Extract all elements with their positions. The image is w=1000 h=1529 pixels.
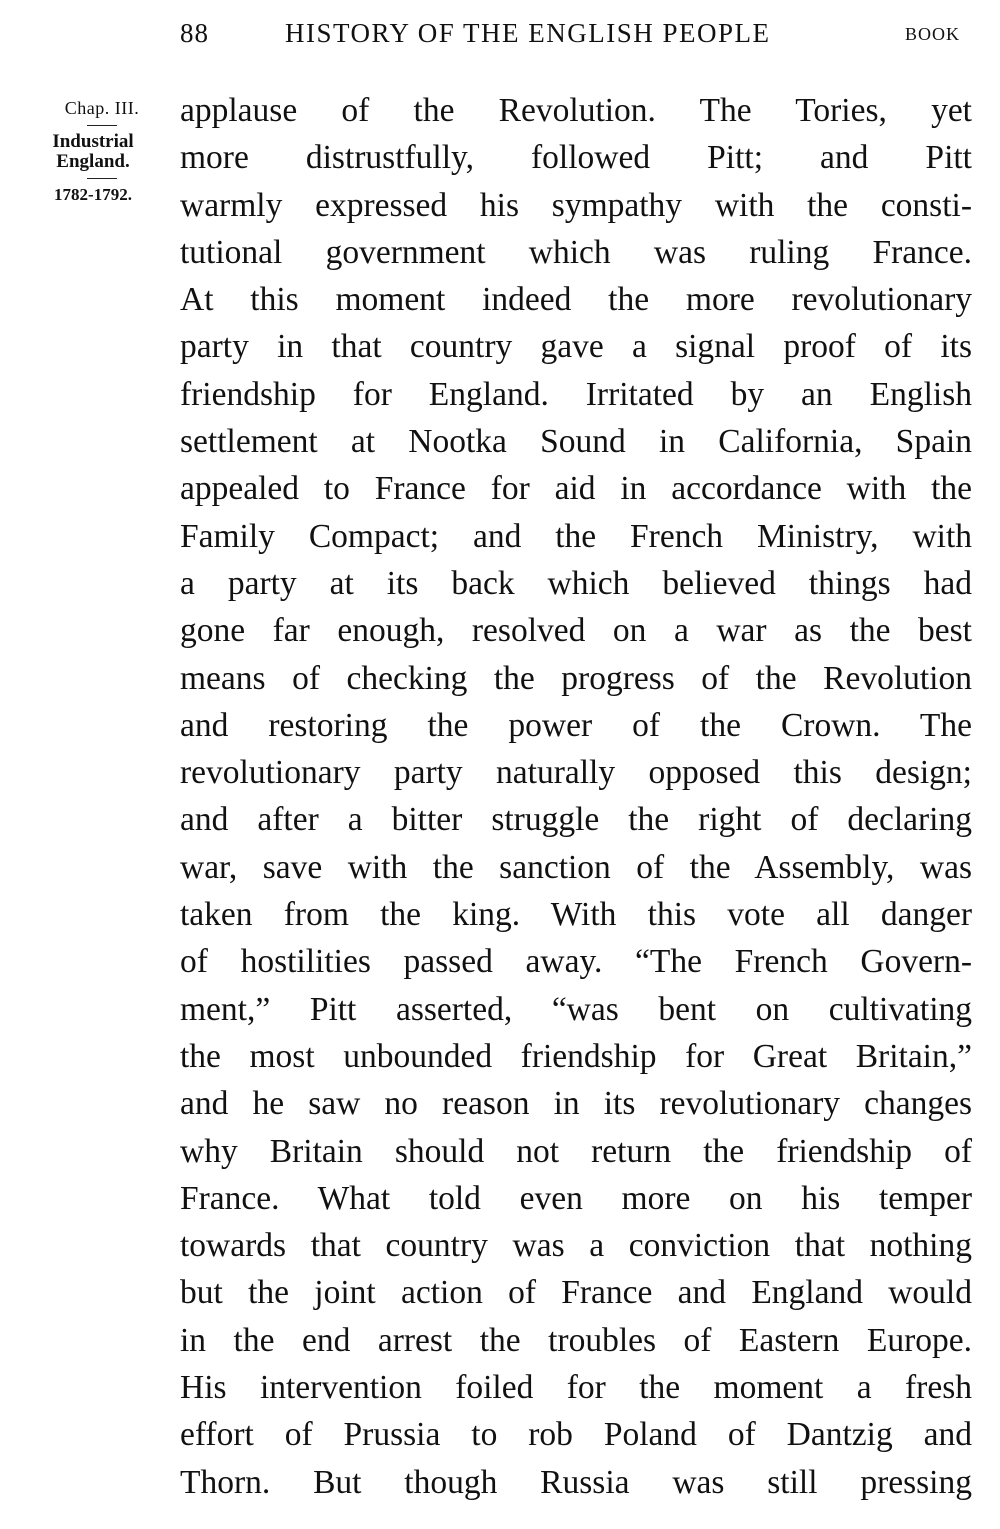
text-line: party in that country gave a signal proof of its bbox=[180, 328, 972, 366]
body-text bbox=[180, 87, 972, 1506]
text-line: but the joint action of France and England would bbox=[180, 1274, 972, 1312]
text-line: more distrustfully, followed Pitt; and Pitt bbox=[180, 139, 972, 177]
text-line: applause of the Revolution. The Tories, yet bbox=[180, 92, 972, 129]
margin-topic-line2: England. bbox=[56, 151, 130, 172]
margin-topic-line1: Industrial bbox=[52, 131, 134, 152]
text-line: warmly expressed his sympathy with the consti- bbox=[180, 186, 972, 224]
book-label: BOOK bbox=[905, 24, 961, 44]
text-line: why Britain should not return the friendship of bbox=[180, 1132, 972, 1170]
text-line: in the end arrest the troubles of Eastern Europe. bbox=[180, 1321, 972, 1359]
chapter-label: Chap. III. bbox=[64, 98, 140, 118]
page-header bbox=[0, 18, 1000, 58]
margin-rule bbox=[87, 125, 117, 126]
text-line: and restoring the power of the Crown. The bbox=[180, 706, 972, 744]
text-line: and he saw no reason in its revolutionary changes bbox=[180, 1085, 972, 1123]
text-line: war, save with the sanction of the Assembly, was bbox=[180, 848, 972, 886]
text-line: settlement at Nootka Sound in California, Spain bbox=[180, 423, 972, 461]
text-line: gone far enough, resolved on a war as the best bbox=[180, 612, 972, 650]
margin-dates: 1782-1792. bbox=[54, 185, 132, 204]
text-line: tutional government which was ruling France. bbox=[180, 233, 972, 271]
text-line: means of checking the progress of the Revolution bbox=[180, 659, 972, 697]
margin-rule bbox=[87, 178, 117, 179]
text-line: of hostilities passed away. “The French Govern- bbox=[180, 943, 972, 981]
text-line: Thorn. But though Russia was still pressing bbox=[180, 1463, 972, 1501]
text-line: effort of Prussia to rob Poland of Dantzig and bbox=[180, 1416, 972, 1454]
text-line: the most unbounded friendship for Great Britain,” bbox=[180, 1037, 972, 1075]
page-number: 88 bbox=[180, 18, 209, 48]
text-line: revolutionary party naturally opposed this design; bbox=[180, 754, 972, 792]
text-line: appealed to France for aid in accordance with the bbox=[180, 470, 972, 508]
text-line: France. What told even more on his temper bbox=[180, 1179, 972, 1217]
text-line: taken from the king. With this vote all danger bbox=[180, 896, 972, 934]
margin-note bbox=[28, 98, 168, 205]
text-line: At this moment indeed the more revolutionary bbox=[180, 281, 972, 319]
text-line: His intervention foiled for the moment a fresh bbox=[180, 1369, 972, 1407]
text-line: friendship for England. Irritated by an English bbox=[180, 375, 972, 413]
running-title: HISTORY OF THE ENGLISH PEOPLE bbox=[285, 18, 771, 48]
text-line: Family Compact; and the French Ministry, with bbox=[180, 517, 972, 555]
text-line: towards that country was a conviction that nothing bbox=[180, 1227, 972, 1265]
text-line: and after a bitter struggle the right of declaring bbox=[180, 801, 972, 839]
text-line: a party at its back which believed things had bbox=[180, 564, 972, 602]
text-line: ment,” Pitt asserted, “was bent on cultivating bbox=[180, 990, 972, 1028]
